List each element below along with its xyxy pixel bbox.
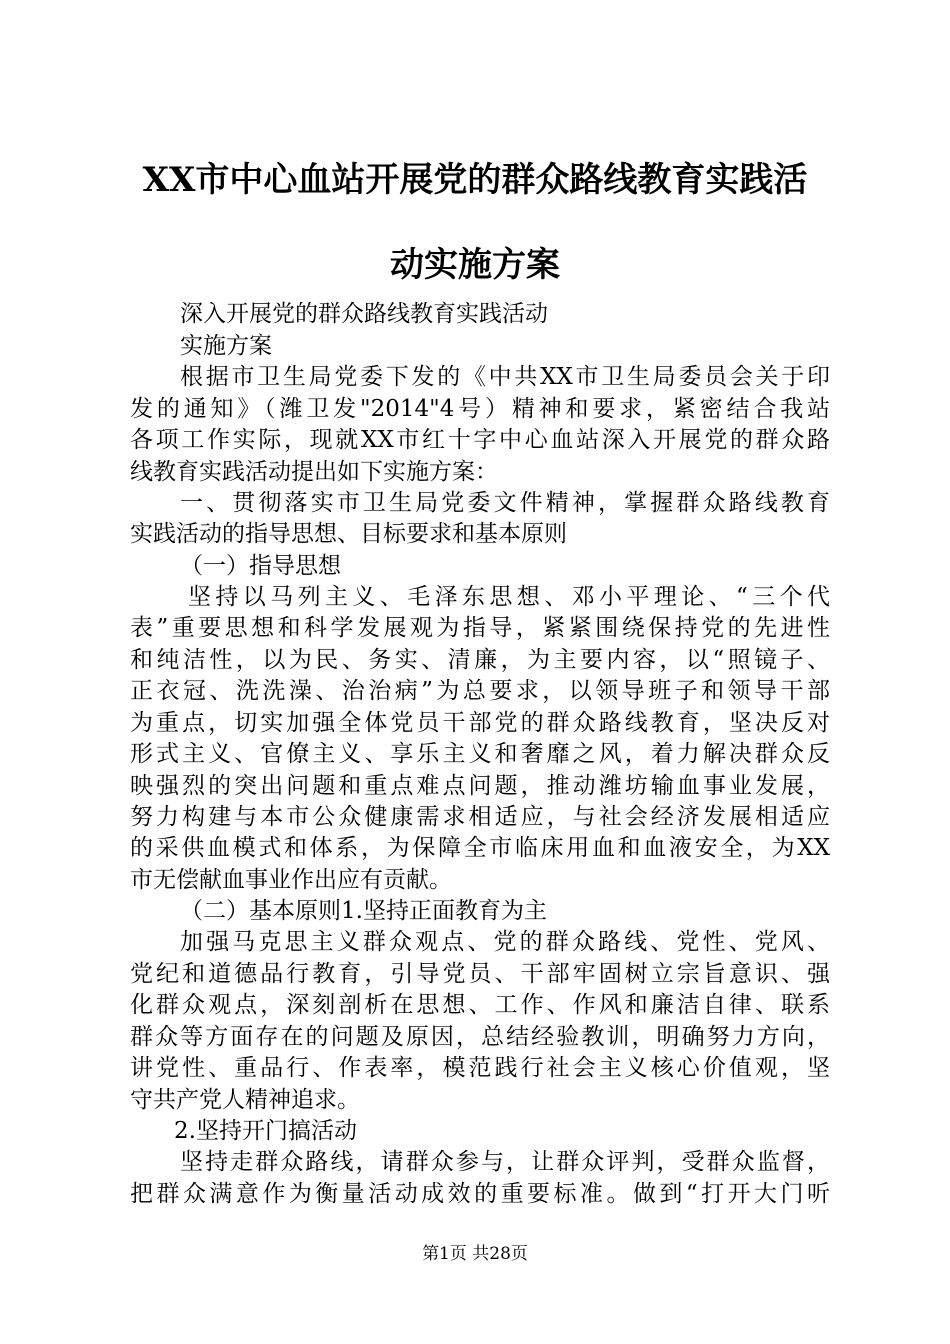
body-line: 根据市卫生局党委下发的《中共XX市卫生局委员会关于印 — [180, 364, 830, 390]
body-line: 映强烈的突出问题和重点难点问题，推动潍坊输血事业发展， — [130, 773, 830, 799]
body-line: 守共产党人精神追求。 — [130, 1087, 360, 1113]
body-line: 形式主义、官僚主义、享乐主义和奢靡之风，着力解决群众反 — [130, 741, 830, 767]
body-line: 坚持以马列主义、毛泽东思想、邓小平理论、“三个代 — [188, 584, 830, 610]
page-title-line-2: 动实施方案 — [390, 245, 560, 285]
page-title-line-1: XX市中心血站开展党的群众路线教育实践活 — [142, 160, 808, 200]
body-line: 发的通知》（潍卫发"2014"4号）精神和要求，紧密结合我站 — [130, 396, 830, 422]
body-line: 把群众满意作为衡量活动成效的重要标准。做到“打开大门听 — [130, 1181, 830, 1207]
body-line: 为重点，切实加强全体党员干部党的群众路线教育，坚决反对 — [130, 710, 830, 736]
body-line: 一、贯彻落实市卫生局党委文件精神，掌握群众路线教育 — [180, 490, 830, 516]
body-line: 坚持走群众路线，请群众参与，让群众评判，受群众监督， — [180, 1149, 830, 1175]
body-line: 和纯洁性，以为民、务实、清廉，为主要内容，以“照镜子、 — [130, 647, 830, 673]
body-line: 2.坚持开门搞活动 — [174, 1118, 357, 1144]
body-line: 党纪和道德品行教育，引导党员、干部牢固树立宗旨意识、强 — [130, 961, 830, 987]
body-line: 各项工作实际，现就XX市红十字中心血站深入开展党的群众路 — [130, 427, 830, 453]
body-line: 讲党性、重品行、作表率，模范践行社会主义核心价值观，坚 — [130, 1055, 830, 1081]
body-line: 的采供血模式和体系，为保障全市临床用血和血液安全，为XX — [130, 835, 830, 861]
body-line: （一）指导思想 — [180, 553, 341, 579]
body-line: （二）基本原则1.坚持正面教育为主 — [180, 898, 547, 924]
body-line: 实践活动的指导思想、目标要求和基本原则 — [130, 521, 567, 547]
page-number-footer: 第1页 共28页 — [422, 1244, 528, 1264]
body-line: 深入开展党的群众路线教育实践活动 — [180, 301, 548, 327]
body-line: 表”重要思想和科学发展观为指导，紧紧围绕保持党的先进性 — [130, 615, 830, 641]
body-line: 正衣冠、洗洗澡、治治病”为总要求，以领导班子和领导干部 — [130, 678, 830, 704]
body-line: 实施方案 — [180, 333, 272, 359]
body-line: 市无偿献血事业作出应有贡献。 — [130, 867, 452, 893]
body-line: 化群众观点，深刻剖析在思想、工作、作风和廉洁自律、联系 — [130, 992, 830, 1018]
body-line: 群众等方面存在的问题及原因，总结经验教训，明确努力方向， — [130, 1024, 830, 1050]
body-line: 线教育实践活动提出如下实施方案： — [130, 459, 498, 485]
body-line: 加强马克思主义群众观点、党的群众路线、党性、党风、 — [180, 929, 830, 955]
body-line: 努力构建与本市公众健康需求相适应，与社会经济发展相适应 — [130, 804, 830, 830]
